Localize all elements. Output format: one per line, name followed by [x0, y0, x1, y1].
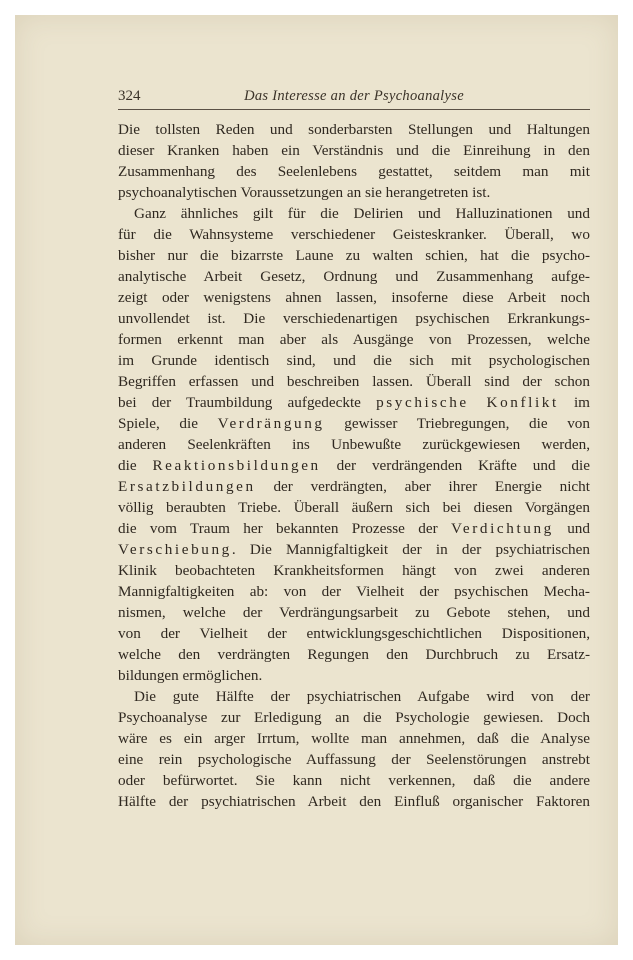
text-line [118, 623, 590, 644]
text-segment: die vom Traum her bekannten Prozesse der [118, 520, 452, 537]
text-line [118, 392, 590, 413]
text-line [118, 665, 590, 686]
text-segment: Begriffen erfassen und beschreiben lassen. Überall sind der schon [118, 373, 590, 390]
text-line [118, 119, 590, 140]
text-segment: dieser Kranken haben ein Verständnis und die Einreihung in den [118, 142, 590, 159]
text-segment: wäre es ein arger Irrtum, wollte man annehmen, daß die Analyse [118, 730, 590, 747]
text-segment: unvollendet ist. Die verschiedenartigen psychischen Erkrankungs- [118, 310, 590, 327]
text-line [118, 434, 590, 455]
emphasized-term: psychische Konflikt [376, 394, 559, 411]
text-segment: und [553, 520, 590, 537]
text-segment: bei der Traumbildung aufgedeckte [118, 394, 377, 411]
text-line [118, 497, 590, 518]
text-line [118, 329, 590, 350]
text-line [118, 728, 590, 749]
text-segment: von der Vielheit der entwicklungsgeschichtlichen Dispositionen, [118, 625, 590, 642]
text-segment: im [558, 394, 590, 411]
text-segment: nismen, welche der Verdrängungsarbeit zu Gebote stehen, und [118, 604, 590, 621]
text-segment: Psychoanalyse zur Erledigung an die Psychologie gewiesen. Doch [118, 709, 590, 726]
emphasized-term: Verdrängung [217, 415, 325, 432]
emphasized-term: Reaktionsbildungen [152, 457, 321, 474]
header-rule [118, 109, 590, 110]
text-segment: Die tollsten Reden und sonderbarsten Stellungen und Haltungen [118, 121, 590, 138]
text-line [118, 518, 590, 539]
text-line [118, 182, 590, 203]
text-line [118, 308, 590, 329]
text-segment: bisher nur die bizarrste Laune zu walten schien, hat die psycho- [118, 247, 590, 264]
text-segment: Hälfte der psychiatrischen Arbeit den Einfluß organischer Faktoren [118, 793, 590, 810]
body-text [118, 119, 590, 812]
text-line [118, 224, 590, 245]
text-line [118, 539, 590, 560]
text-segment: die [118, 457, 153, 474]
text-segment: eine rein psychologische Auffassung der Seelenstörungen anstrebt [118, 751, 590, 768]
text-segment: Zusammenhang des Seelenlebens gestattet, seitdem man mit [118, 163, 590, 180]
book-page [15, 15, 618, 945]
text-segment: zeigt oder wenigstens ahnen lassen, insoferne diese Arbeit noch [118, 289, 590, 306]
text-line [118, 350, 590, 371]
text-line [118, 371, 590, 392]
text-segment: Klinik beobachteten Krankheitsformen hängt von zwei anderen [118, 562, 590, 579]
text-segment: der verdrängenden Kräfte und die [320, 457, 590, 474]
text-line [118, 791, 590, 812]
text-segment: im Grunde identisch sind, und die sich mit psychologischen [118, 352, 590, 369]
text-segment: formen erkennt man aber als Ausgänge von Prozessen, welche [118, 331, 590, 348]
running-header [118, 88, 590, 108]
text-line [118, 749, 590, 770]
text-segment: bildungen ermöglichen. [118, 667, 263, 684]
emphasized-term: Verschiebung [118, 541, 232, 558]
text-segment: völlig beraubten Triebe. Überall äußern sich bei diesen Vorgängen [118, 499, 590, 516]
running-title: Das Interesse an der Psychoanalyse [244, 88, 464, 104]
text-line [118, 686, 590, 707]
text-segment: analytische Arbeit Gesetz, Ordnung und Zusammenhang aufge- [118, 268, 590, 285]
text-line [118, 266, 590, 287]
text-segment: welche den verdrängten Regungen den Durchbruch zu Ersatz- [118, 646, 590, 663]
text-line [118, 203, 590, 224]
text-segment: Mannigfaltigkeiten ab: von der Vielheit der psychischen Mecha- [118, 583, 590, 600]
emphasized-term: Ersatzbildungen [118, 478, 256, 495]
text-segment: der verdrängten, aber ihrer Energie nicht [255, 478, 590, 495]
text-line [118, 287, 590, 308]
text-line [118, 770, 590, 791]
text-line [118, 644, 590, 665]
emphasized-term: Verdichtung [451, 520, 554, 537]
text-segment: Spiele, die [118, 415, 218, 432]
text-segment: Ganz ähnliches gilt für die Delirien und Halluzinationen und [134, 205, 590, 222]
text-line [118, 455, 590, 476]
text-line [118, 602, 590, 623]
text-line [118, 476, 590, 497]
text-segment: . Die Mannigfaltigkeit der in der psychiatrischen [231, 541, 590, 558]
text-line [118, 245, 590, 266]
text-line [118, 140, 590, 161]
text-segment: für die Wahnsysteme verschiedener Geisteskranker. Überall, wo [118, 226, 590, 243]
text-segment: anderen Seelenkräften ins Unbewußte zurückgewiesen werden, [118, 436, 590, 453]
text-segment: Die gute Hälfte der psychiatrischen Aufgabe wird von der [134, 688, 590, 705]
page-number: 324 [118, 88, 141, 104]
text-line [118, 707, 590, 728]
text-line [118, 560, 590, 581]
text-line [118, 413, 590, 434]
text-line [118, 161, 590, 182]
text-line [118, 581, 590, 602]
text-segment: gewisser Triebregungen, die von [324, 415, 590, 432]
text-segment: oder befürwortet. Sie kann nicht verkennen, daß die andere [118, 772, 590, 789]
text-segment: psychoanalytischen Voraussetzungen an sie herangetreten ist. [118, 184, 491, 201]
